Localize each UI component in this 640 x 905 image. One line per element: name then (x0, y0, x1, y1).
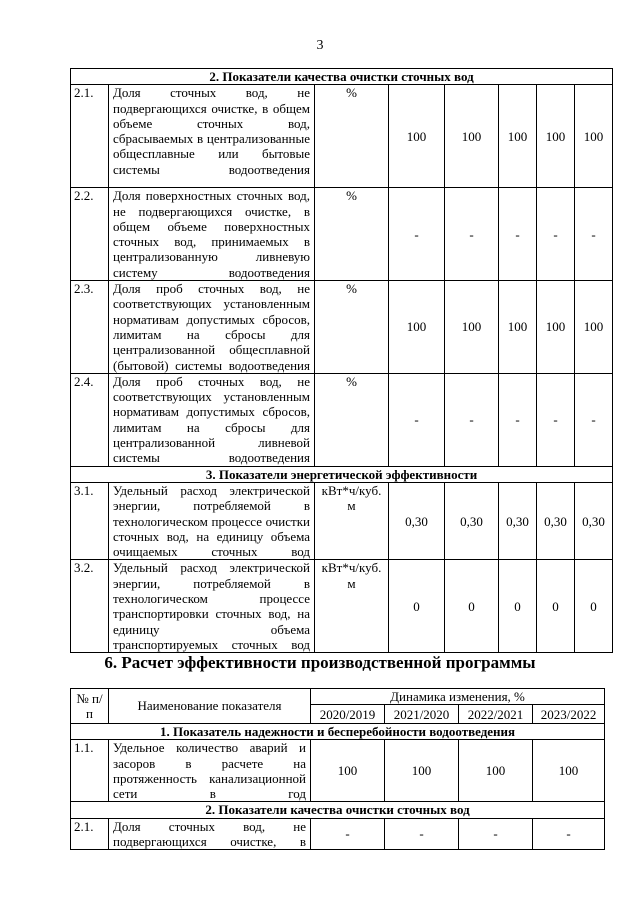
row-value: 0 (389, 560, 445, 653)
table-row (71, 188, 613, 281)
row-value: 100 (575, 85, 613, 188)
row-value: 0,30 (575, 482, 613, 559)
row-value: 0 (537, 560, 575, 653)
row-value: 100 (311, 740, 385, 802)
row-description: Доля поверхностных сточных вод, не подвергающихся очистке, в общем объеме поверхностных сточных вод, принимаемых в централизованную ливневую систему водоотведения (109, 188, 315, 281)
row-description: Доля проб сточных вод, не соответствующих установленным нормативам допустимых сбросов, лимитам на сбросы для централизованной ливневой системы водоотведения (109, 373, 315, 466)
column-header-year: 2022/2021 (459, 705, 533, 724)
section-title: 2. Показатели качества очистки сточных вод (71, 69, 613, 85)
table-row (71, 85, 613, 188)
row-value: 0,30 (537, 482, 575, 559)
section-header (71, 802, 605, 818)
column-header-name: Наименование показателя (109, 689, 311, 724)
table-row (71, 740, 605, 802)
row-value: 100 (459, 740, 533, 802)
row-number: 2.4. (71, 373, 109, 466)
section-title: 3. Показатели энергетической эффективности (71, 466, 613, 482)
column-header-dynamics: Динамика изменения, % (311, 689, 605, 705)
row-value: - (575, 373, 613, 466)
row-value: 100 (385, 740, 459, 802)
section-title: 1. Показатель надежности и бесперебойности водоотведения (71, 724, 605, 740)
row-unit: кВт*ч/куб. м (315, 482, 389, 559)
row-unit: % (315, 188, 389, 281)
row-value: 0,30 (445, 482, 499, 559)
row-description: Удельный расход электрической энергии, потребляемой в технологическом процессе очистки сточных вод, на единицу объема очищаемых сточных вод (109, 482, 315, 559)
column-header-year: 2021/2020 (385, 705, 459, 724)
page-number: 3 (316, 38, 324, 53)
row-value: - (445, 188, 499, 281)
row-value: 0 (445, 560, 499, 653)
row-number: 2.1. (71, 85, 109, 188)
table-row (71, 373, 613, 466)
row-value: - (537, 188, 575, 281)
section-heading: 6. Расчет эффективности производственной программы (104, 653, 536, 672)
row-value: - (445, 373, 499, 466)
column-header-year: 2020/2019 (311, 705, 385, 724)
section-header (71, 69, 613, 85)
efficiency-table (70, 688, 605, 850)
row-value: 100 (575, 281, 613, 374)
row-value: 0,30 (389, 482, 445, 559)
row-value: 100 (499, 281, 537, 374)
row-number: 3.1. (71, 482, 109, 559)
section-header (71, 466, 613, 482)
row-number: 2.3. (71, 281, 109, 374)
section-title: 2. Показатели качества очистки сточных вод (71, 802, 605, 818)
table-row (71, 482, 613, 559)
row-value: 100 (537, 85, 575, 188)
row-value: - (311, 818, 385, 850)
row-unit: % (315, 85, 389, 188)
table-row (71, 560, 613, 653)
column-header-number: № п/п (71, 689, 109, 724)
row-value: - (533, 818, 605, 850)
section-header (71, 724, 605, 740)
row-value: 100 (533, 740, 605, 802)
row-description: Удельное количество аварий и засоров в расчете на протяженность канализационной сети в год (109, 740, 311, 802)
row-value: - (459, 818, 533, 850)
row-value: - (499, 188, 537, 281)
row-value: 100 (445, 281, 499, 374)
row-number: 2.2. (71, 188, 109, 281)
row-value: 100 (537, 281, 575, 374)
row-value: 0,30 (499, 482, 537, 559)
row-description: Доля сточных вод, не подвергающихся очистке, в (109, 818, 311, 850)
row-value: 100 (499, 85, 537, 188)
row-value: 0 (575, 560, 613, 653)
indicators-table (70, 68, 613, 653)
row-value: - (385, 818, 459, 850)
row-number: 3.2. (71, 560, 109, 653)
row-unit: кВт*ч/куб. м (315, 560, 389, 653)
row-number: 2.1. (71, 818, 109, 850)
row-value: - (499, 373, 537, 466)
row-value: - (389, 373, 445, 466)
row-value: 0 (499, 560, 537, 653)
row-unit: % (315, 373, 389, 466)
column-header-year: 2023/2022 (533, 705, 605, 724)
row-description: Удельный расход электрической энергии, потребляемой в технологическом процессе транспортировки сточных вод, на единицу объема транспортируемых сточных вод (109, 560, 315, 653)
row-value: 100 (389, 85, 445, 188)
row-description: Доля сточных вод, не подвергающихся очистке, в общем объеме сточных вод, сбрасываемых в централизованные общесплавные или бытовые системы водоотведения (109, 85, 315, 188)
row-value: - (537, 373, 575, 466)
row-value: - (389, 188, 445, 281)
row-unit: % (315, 281, 389, 374)
row-number: 1.1. (71, 740, 109, 802)
row-description: Доля проб сточных вод, не соответствующих установленным нормативам допустимых сбросов, лимитам на сбросы для централизованной общесплавной (бытовой) системы водоотведения (109, 281, 315, 374)
row-value: 100 (445, 85, 499, 188)
table-row (71, 281, 613, 374)
row-value: 100 (389, 281, 445, 374)
row-value: - (575, 188, 613, 281)
table-row (71, 818, 605, 850)
